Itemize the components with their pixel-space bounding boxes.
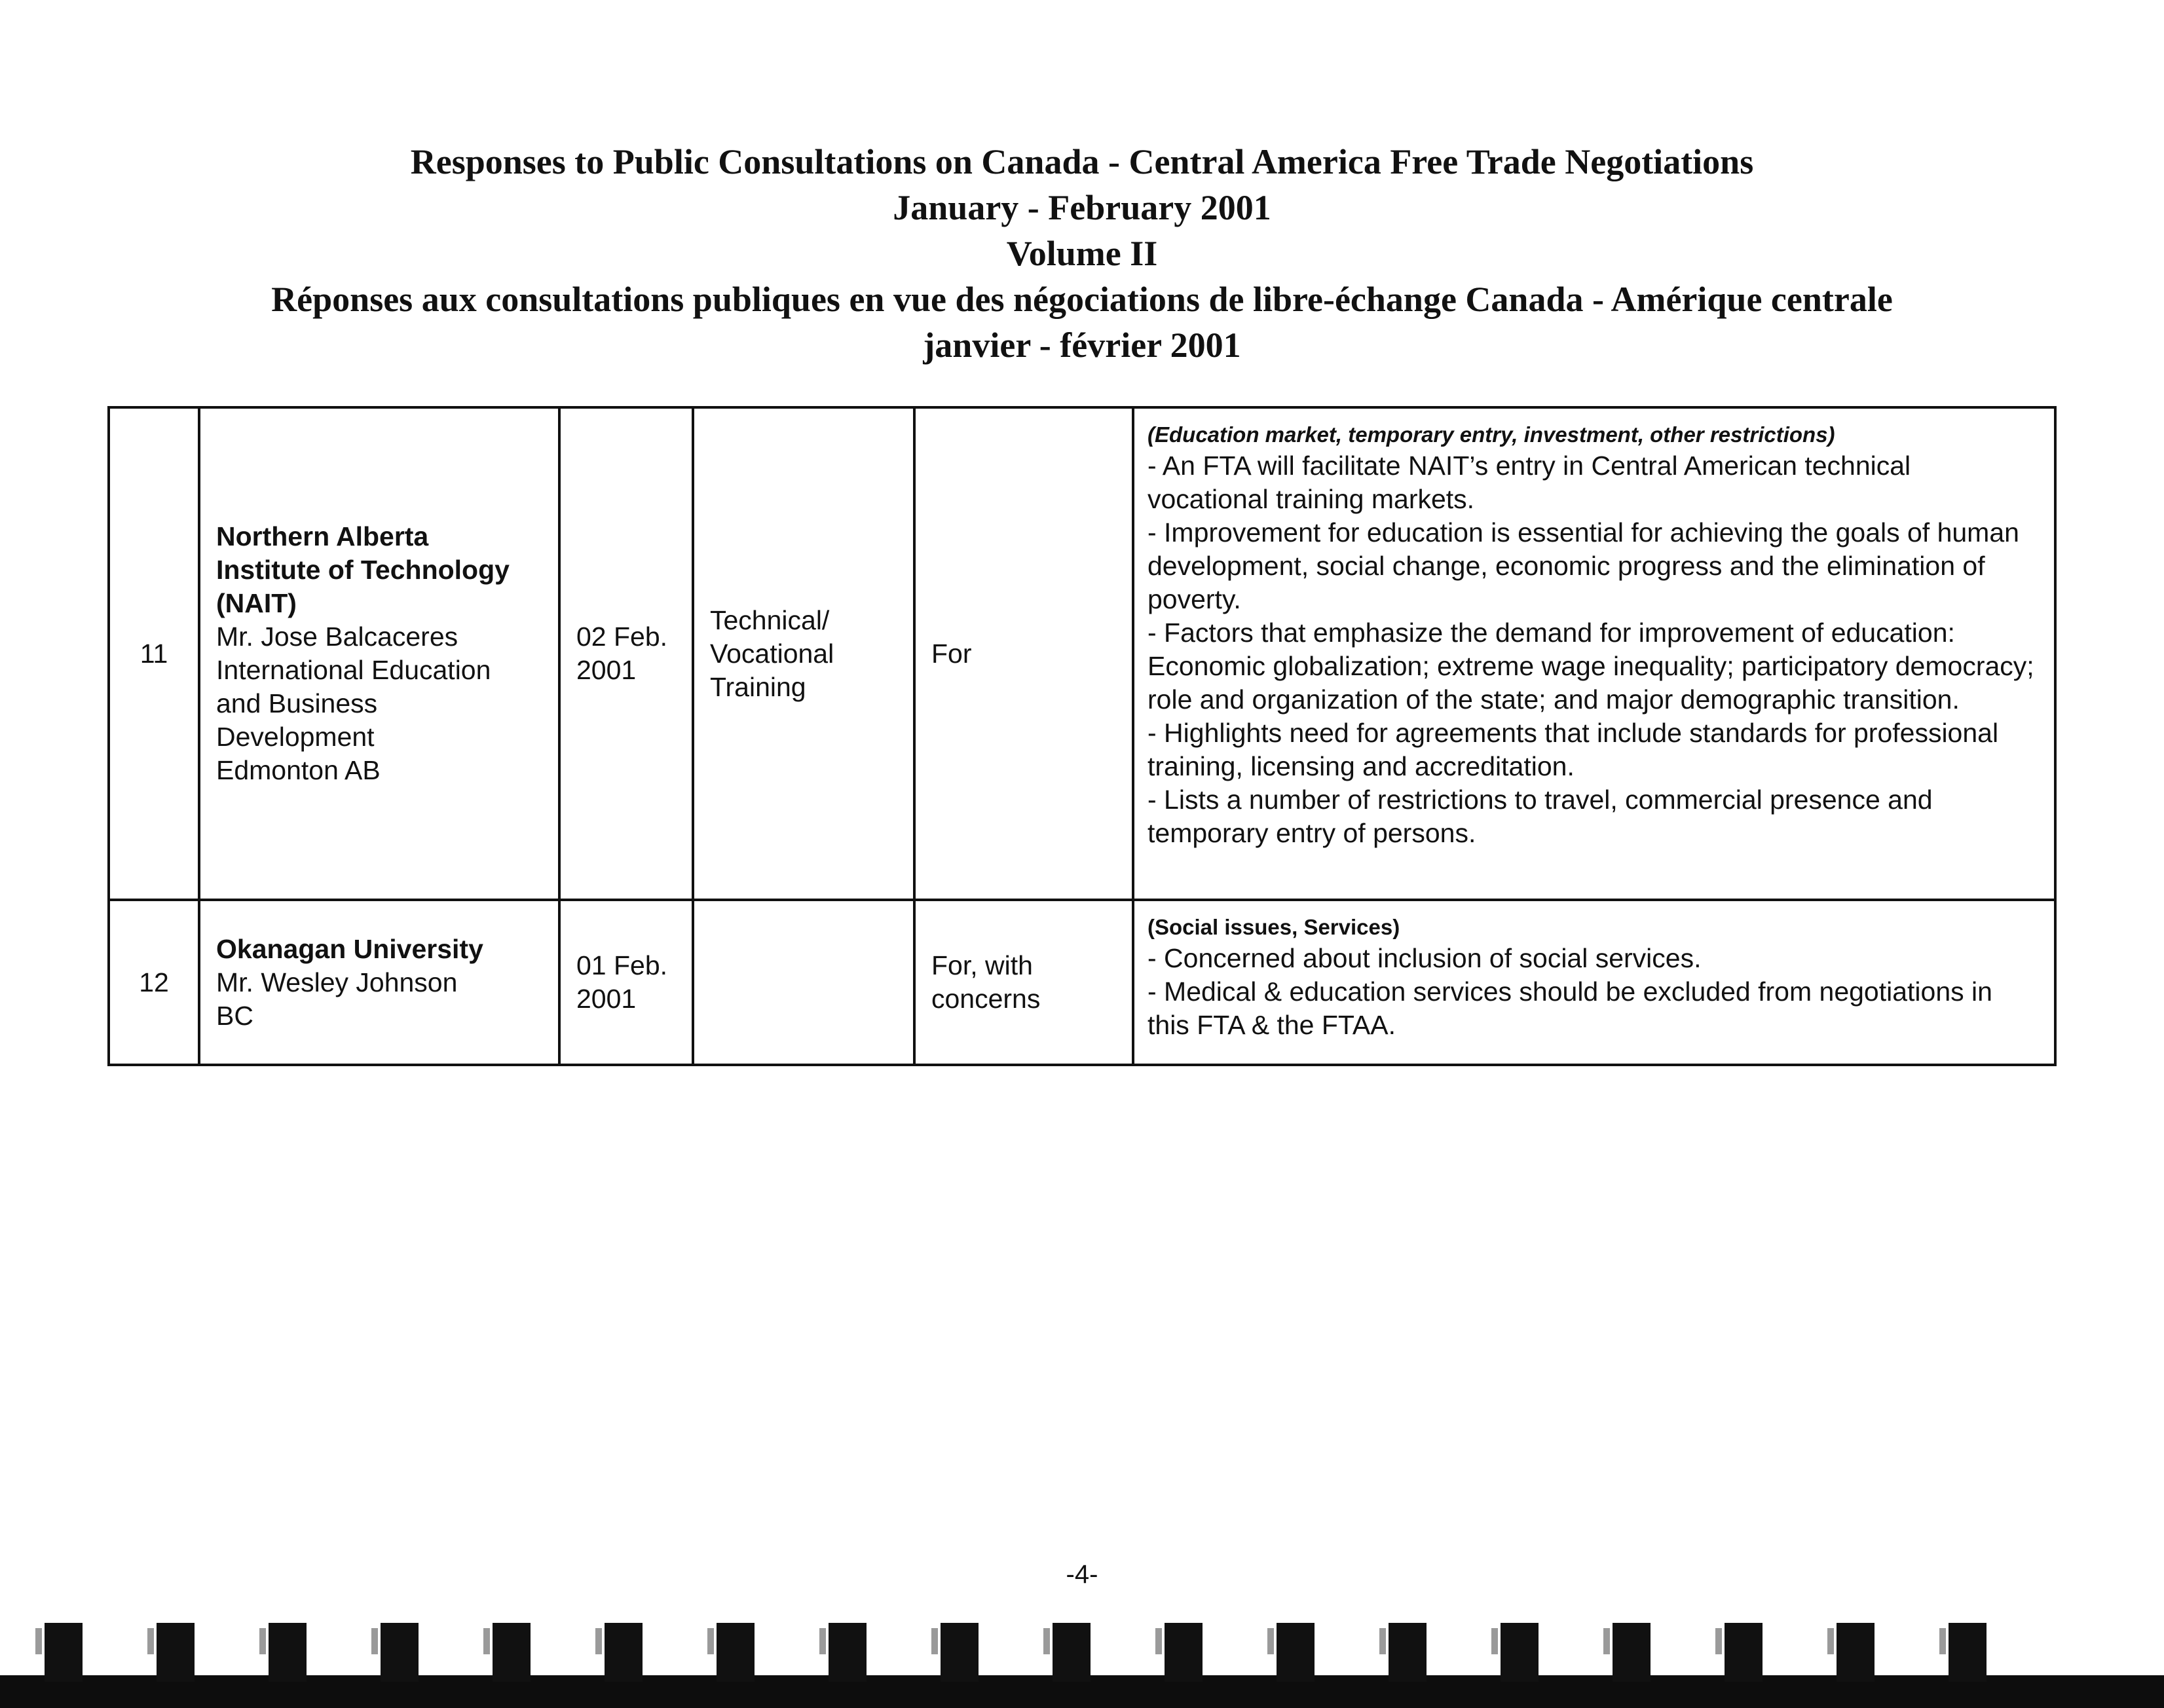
binding-ring: [259, 1628, 266, 1654]
binding-ring: [147, 1628, 154, 1654]
binding-hole: [1837, 1623, 1875, 1682]
contact-line: Edmonton AB: [216, 755, 381, 785]
binding-hole: [605, 1623, 643, 1682]
title-french: Réponses aux consultations publiques en vue des négociations de libre-échange Canada - Amérique centrale: [271, 280, 1893, 319]
comment-bullet: - An FTA will facilitate NAIT’s entry in Central American technical vocational training markets.: [1147, 451, 1911, 514]
page-number: -4-: [1066, 1560, 1098, 1589]
binding-ring: [1715, 1628, 1722, 1654]
consultation-table: [107, 406, 2057, 1066]
comments-cell: [1133, 900, 2055, 1065]
binding-hole: [45, 1623, 83, 1682]
binding-hole: [493, 1623, 531, 1682]
position-line: concerns: [931, 984, 1041, 1014]
binding-ring: [371, 1628, 378, 1654]
table-row: [109, 407, 2055, 900]
binding-ring: [1379, 1628, 1386, 1654]
org-name-line: Okanagan University: [216, 933, 483, 964]
date-line: 02 Feb.: [576, 622, 668, 652]
binding-ring: [707, 1628, 714, 1654]
comment-bullet: - Medical & education services should be excluded from negotiations in this FTA & the FTAA.: [1147, 976, 1992, 1040]
title-english: Responses to Public Consultations on Canada - Central America Free Trade Negotiations: [410, 142, 1754, 181]
organization-cell: [199, 900, 559, 1065]
date-line: 2001: [576, 984, 637, 1014]
binding-hole: [1725, 1623, 1763, 1682]
spiral-binding-strip: [0, 1605, 2164, 1708]
date-line: 01 Feb.: [576, 950, 668, 980]
binding-ring: [1043, 1628, 1050, 1654]
org-name-line: Northern Alberta: [216, 521, 429, 551]
binding-hole: [381, 1623, 419, 1682]
binding-ring: [819, 1628, 826, 1654]
sector-line: Vocational: [710, 638, 834, 669]
org-name-line: Institute of Technology: [216, 555, 510, 585]
organization-cell: [199, 407, 559, 900]
binding-ring: [483, 1628, 490, 1654]
sector-line: Technical/: [710, 604, 830, 635]
binding-hole: [1389, 1623, 1427, 1682]
sector-cell: [693, 900, 914, 1065]
binding-ring: [1491, 1628, 1498, 1654]
document-header: [0, 139, 2164, 368]
binding-ring: [1603, 1628, 1610, 1654]
binding-ring: [1939, 1628, 1946, 1654]
contact-line: International Education: [216, 655, 491, 685]
dates-french: janvier - février 2001: [923, 325, 1241, 365]
position-cell: [914, 900, 1133, 1065]
contact-line: Mr. Jose Balcaceres: [216, 622, 458, 652]
comment-bullet: - Improvement for education is essential for achieving the goals of human development, social change, economic progress and the elimination of poverty.: [1147, 517, 2019, 614]
comment-topics: (Education market, temporary entry, investment, other restrictions): [1147, 422, 1835, 447]
volume-label: Volume II: [1006, 234, 1158, 273]
position-cell: [914, 407, 1133, 900]
row-number: 12: [109, 900, 199, 1065]
sector-line: Training: [710, 671, 806, 702]
comment-bullet: - Concerned about inclusion of social services.: [1147, 943, 1702, 973]
binding-hole: [1949, 1623, 1987, 1682]
date-line: 2001: [576, 655, 637, 685]
comment-topics: (Social issues, Services): [1147, 915, 1400, 939]
binding-ring: [1267, 1628, 1274, 1654]
binding-hole: [269, 1623, 307, 1682]
comment-bullet: - Highlights need for agreements that include standards for professional training, licensing and accreditation.: [1147, 718, 1999, 781]
binding-hole: [157, 1623, 195, 1682]
binding-hole: [1053, 1623, 1091, 1682]
binding-ring: [35, 1628, 42, 1654]
binding-hole: [829, 1623, 867, 1682]
binding-hole: [1501, 1623, 1539, 1682]
date-cell: [559, 900, 693, 1065]
contact-line: and Business: [216, 688, 378, 718]
contact-line: Mr. Wesley Johnson: [216, 967, 458, 997]
row-number: 11: [109, 407, 199, 900]
sector-cell: [693, 407, 914, 900]
binding-hole: [941, 1623, 979, 1682]
comments-cell: [1133, 407, 2055, 900]
binding-ring: [1155, 1628, 1162, 1654]
binding-ring: [931, 1628, 938, 1654]
contact-line: BC: [216, 1000, 253, 1031]
org-name-line: (NAIT): [216, 588, 297, 618]
binding-hole: [1613, 1623, 1651, 1682]
date-cell: [559, 407, 693, 900]
binding-hole: [1165, 1623, 1203, 1682]
binding-ring: [1827, 1628, 1834, 1654]
binding-hole: [1277, 1623, 1315, 1682]
position-line: For: [931, 638, 972, 669]
binding-hole: [717, 1623, 755, 1682]
binding-ring: [595, 1628, 602, 1654]
position-line: For, with: [931, 950, 1033, 980]
comment-bullet: - Factors that emphasize the demand for improvement of education: Economic globalization; extreme wage inequality; participatory democracy; role and organization of the state; and major demographic transition.: [1147, 618, 2034, 715]
dates-english: January - February 2001: [893, 188, 1271, 227]
binding-holes: [35, 1623, 1987, 1682]
comment-bullet: - Lists a number of restrictions to travel, commercial presence and temporary entry of persons.: [1147, 785, 1933, 848]
table-row: [109, 900, 2055, 1065]
contact-line: Development: [216, 722, 375, 752]
